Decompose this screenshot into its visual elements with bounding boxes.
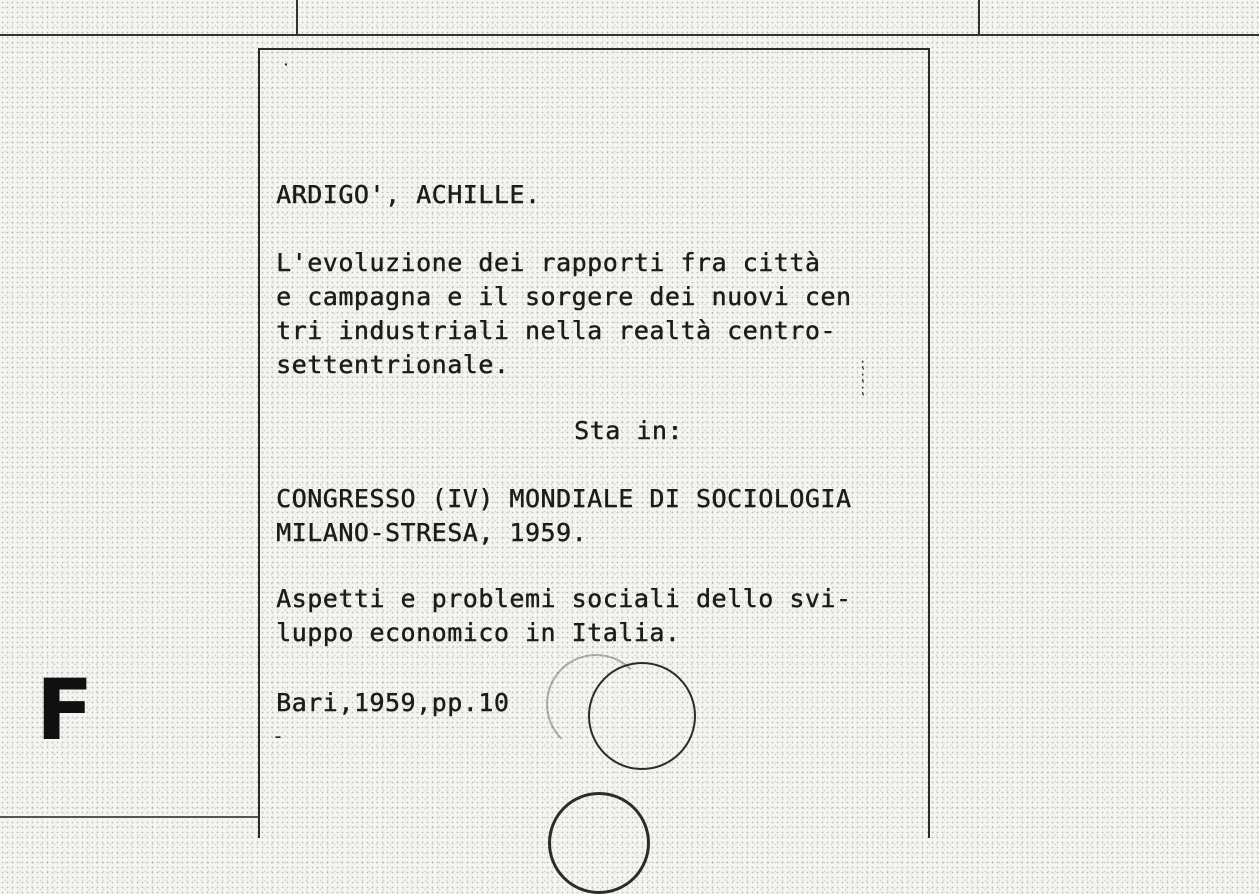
stray-dot-mark: ˙	[280, 60, 293, 84]
top-right-vertical-rule	[978, 0, 980, 34]
bottom-left-rule	[0, 816, 258, 818]
author-line: ARDIGO', ACHILLE.	[276, 180, 541, 209]
title-line-1: L'evoluzione dei rapporti fra città	[276, 248, 821, 277]
stray-dash-mark: ‐	[272, 724, 285, 748]
title-line-3: tri industriali nella realtà centro-	[276, 316, 836, 345]
circular-stamp-faint-arc	[546, 654, 646, 754]
subtitle-line-1: Aspetti e problemi sociali dello svi-	[276, 584, 852, 613]
vertical-glyph-marks: ⁏ ⁏ ⁏	[860, 356, 865, 398]
margin-letter: F	[36, 661, 94, 759]
subtitle-line-2: luppo economico in Italia.	[276, 618, 681, 647]
imprint-line: Bari,1959,pp.10	[276, 688, 510, 717]
title-line-4: settentrionale.	[276, 350, 510, 379]
top-left-vertical-rule	[296, 0, 298, 34]
partial-stamp-bottom	[548, 792, 650, 894]
title-line-2: e campagna e il sorgere dei nuovi cen	[276, 282, 852, 311]
source-line-1: CONGRESSO (IV) MONDIALE DI SOCIOLOGIA	[276, 484, 852, 513]
top-horizontal-rule	[0, 34, 1259, 36]
source-line-2: MILANO-STRESA, 1959.	[276, 518, 588, 547]
sta-in-label: Sta in:	[574, 416, 683, 445]
